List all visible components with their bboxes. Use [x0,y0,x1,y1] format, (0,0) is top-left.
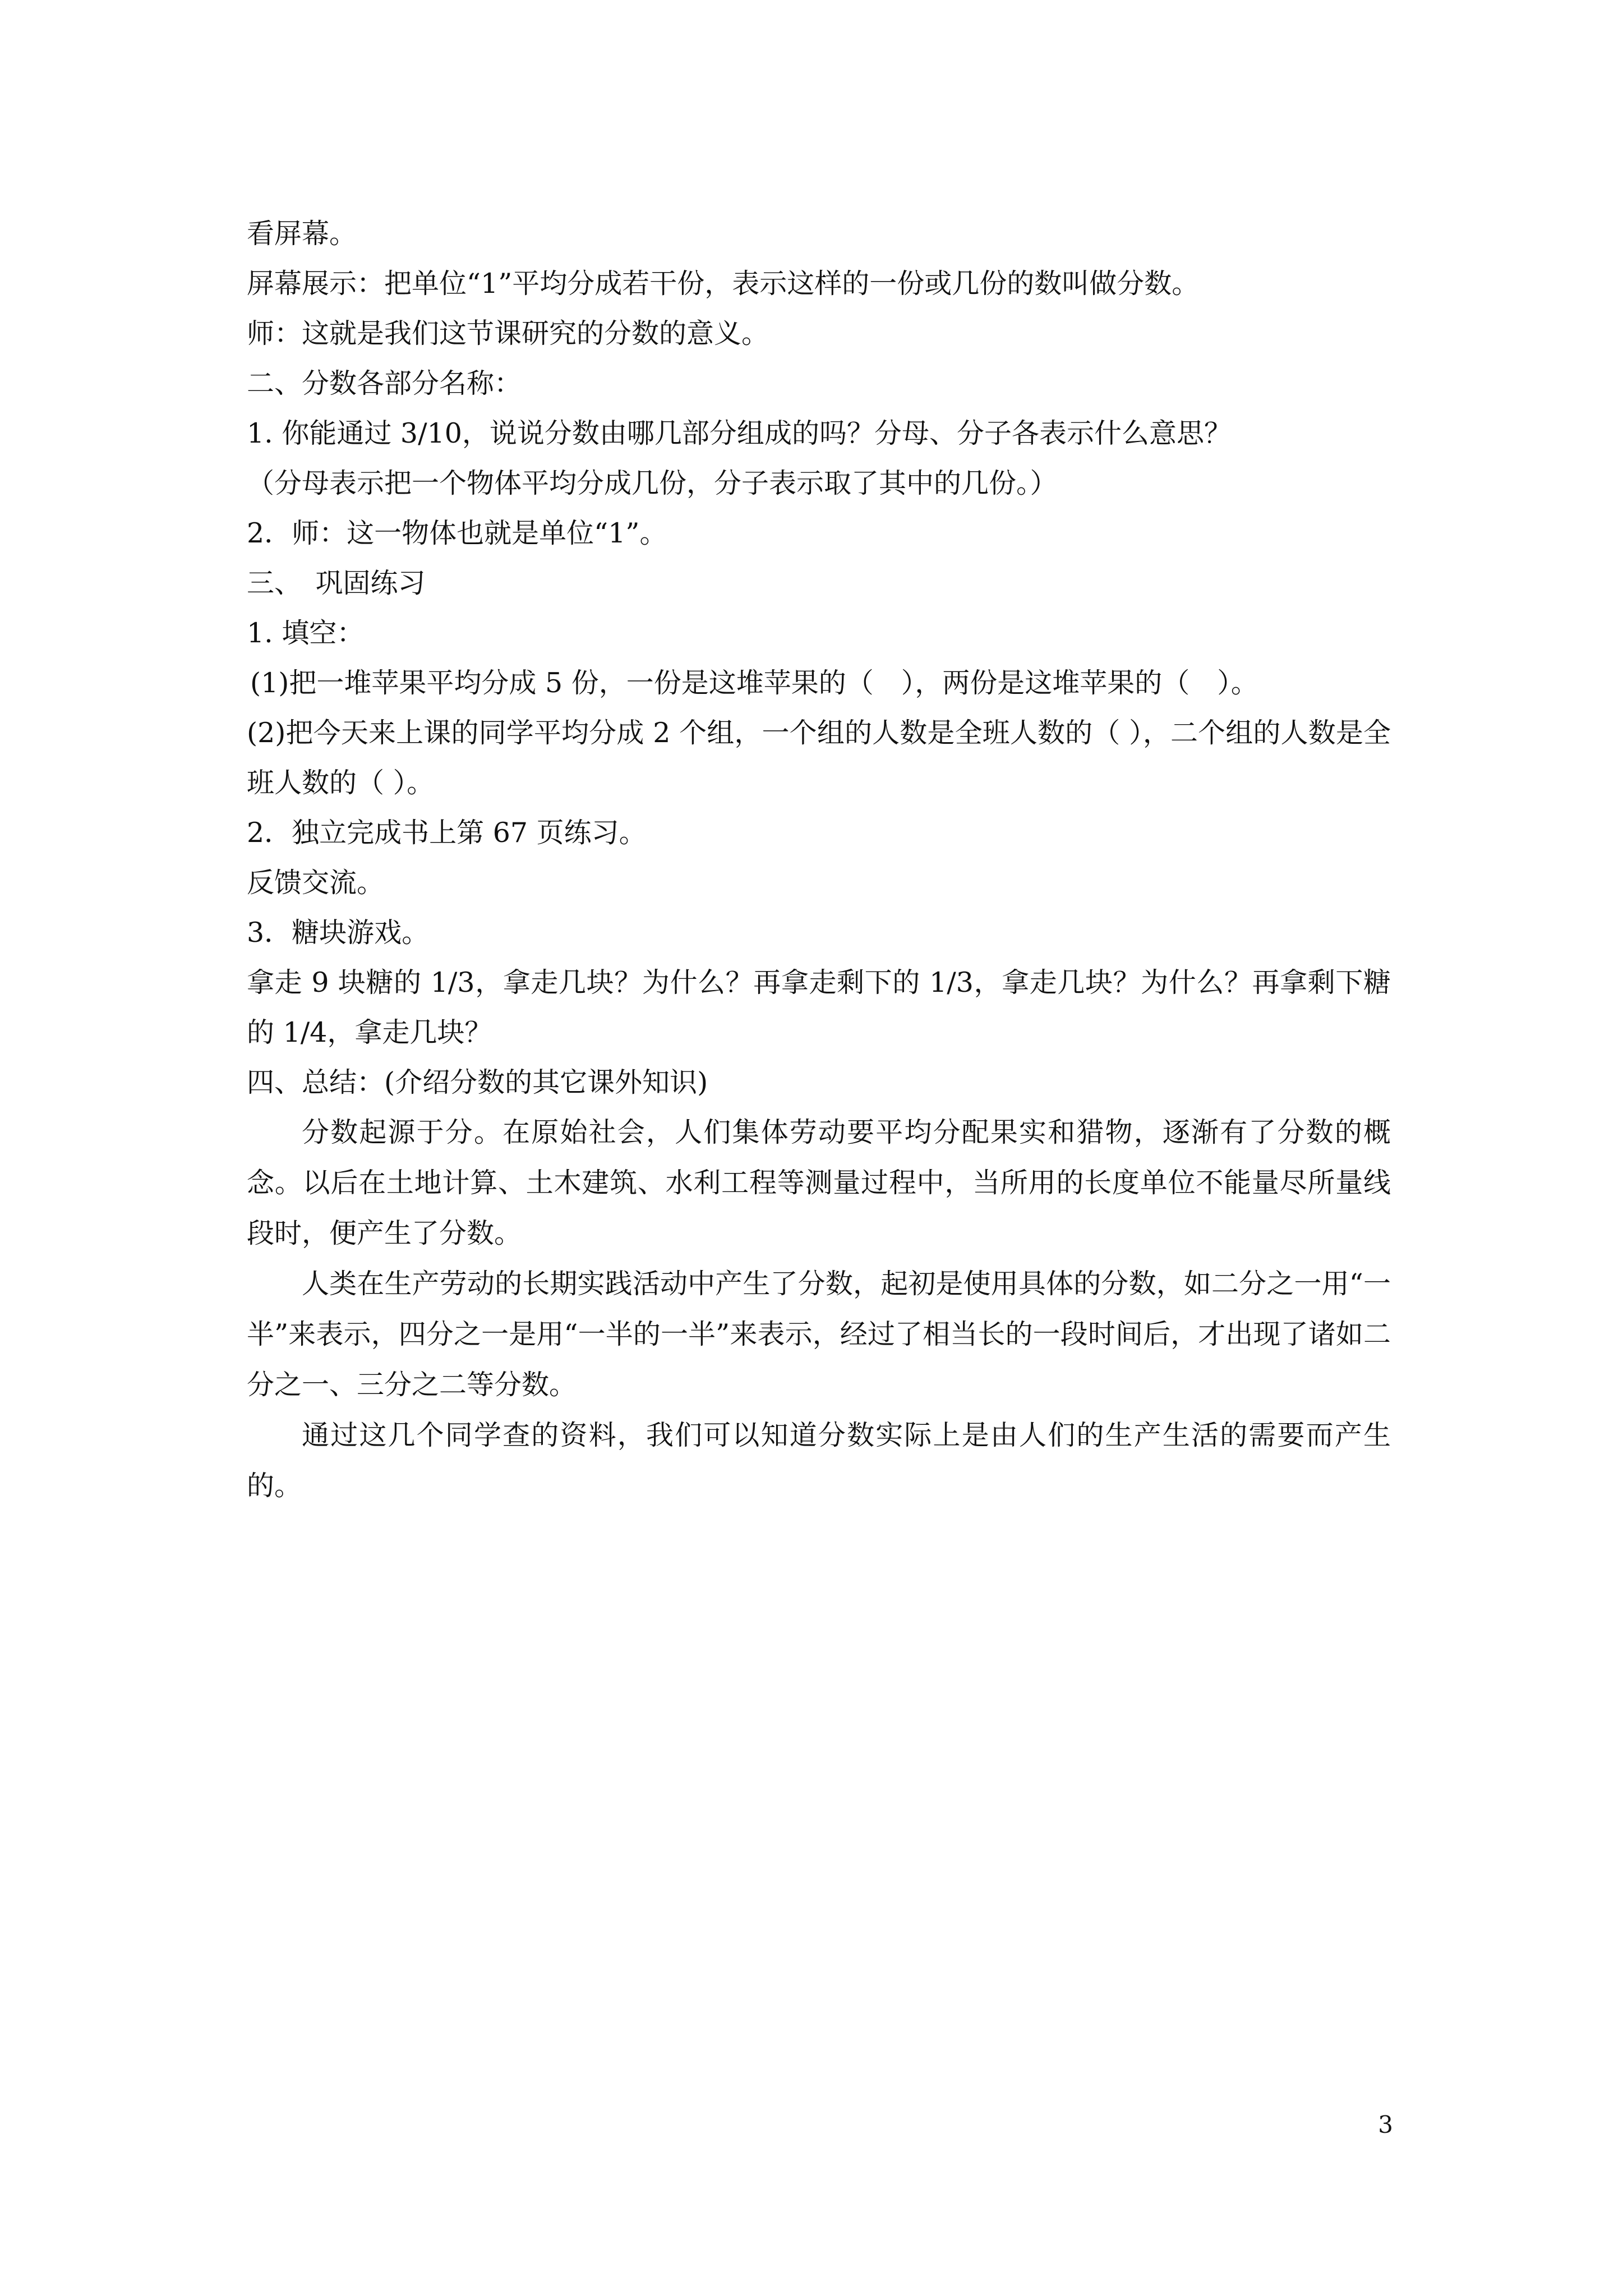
section-heading: 四、总结：(介绍分数的其它课外知识) [247,1066,708,1098]
document-body [247,209,1391,1511]
body-paragraph: 分数起源于分。在原始社会，人们集体劳动要平均分配果实和猎物，逐渐有了分数的概念。以后在土地计算、土木建筑、水利工程等测量过程中，当所用的长度单位不能量尽所量线段时，便产生了分数。 [247,1116,1391,1249]
section-heading: 二、分数各部分名称： [247,367,522,399]
text-line: 屏幕展示：把单位“1”平均分成若干份，表示这样的一份或几份的数叫做分数。 [247,268,1200,300]
body-paragraph: 人类在生产劳动的长期实践活动中产生了分数，起初是使用具体的分数，如二分之一用“一半”来表示，四分之一是用“一半的一半”来表示，经过了相当长的一段时间后，才出现了诸如二分之一、三分之二等分数。 [247,1268,1391,1401]
text-line: 1. 填空： [247,617,365,649]
text-line: 3．糖块游戏。 [247,917,430,949]
text-line: 拿走 9 块糖的 1/3，拿走几块？为什么？再拿走剩下的 1/3，拿走几块？为什么？再拿剩下糖的 1/4，拿走几块？ [247,967,1391,1048]
text-line: 2．独立完成书上第 67 页练习。 [247,817,647,849]
text-line: （分母表示把一个物体平均分成几份，分子表示取了其中的几份。） [247,467,1058,499]
text-line: 师：这就是我们这节课研究的分数的意义。 [247,318,769,349]
exercise-item: (2)把今天来上课的同学平均分成 2 个组，一个组的人数是全班人数的（ ），二个组的人数是全班人数的（ ）。 [247,717,1391,799]
text-line: 看屏幕。 [247,218,357,250]
page-number: 3 [1378,2111,1393,2138]
text-line: 反馈交流。 [247,867,385,899]
section-heading: 三、 巩固练习 [247,567,426,599]
text-line: 1. 你能通过 3/10，说说分数由哪几部分组成的吗？分母、分子各表示什么意思？ [247,417,1232,449]
text-line: 2．师：这一物体也就是单位“1”。 [247,517,667,549]
body-paragraph: 通过这几个同学查的资料，我们可以知道分数实际上是由人们的生产生活的需要而产生的。 [247,1419,1391,1502]
exercise-item: (1)把一堆苹果平均分成 5 份，一份是这堆苹果的（ ），两份是这堆苹果的（ ）。 [250,667,1258,699]
